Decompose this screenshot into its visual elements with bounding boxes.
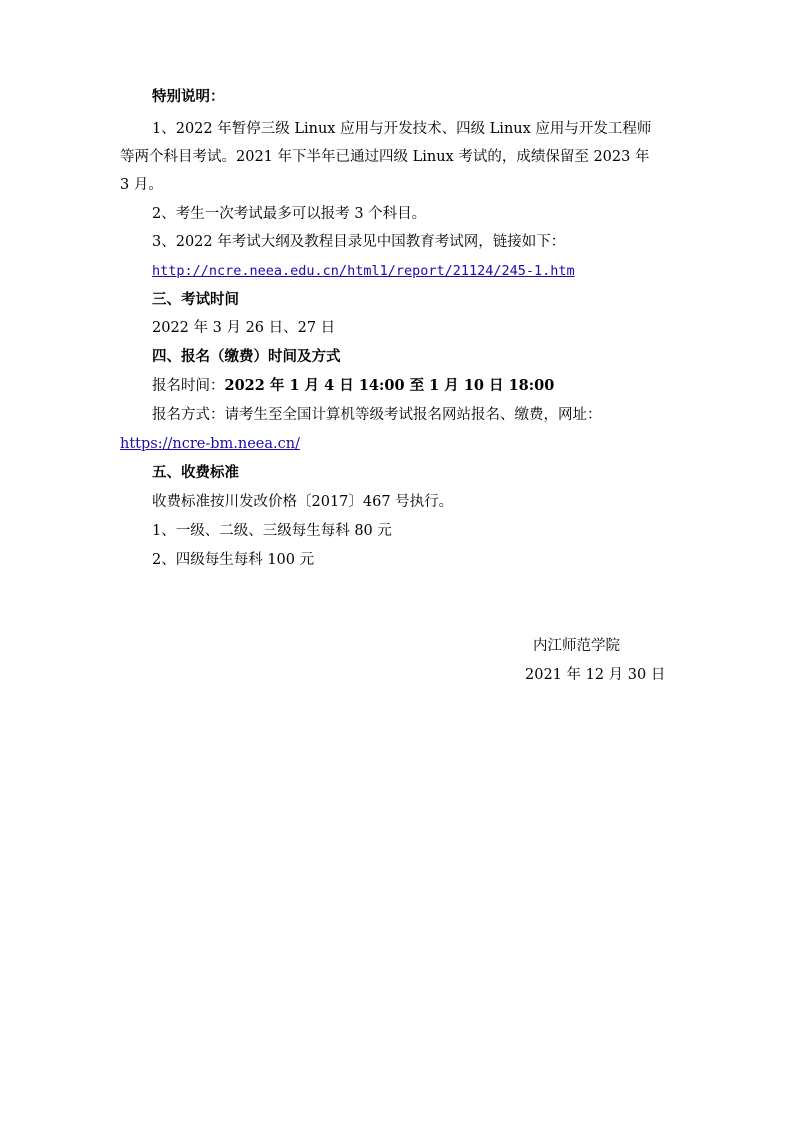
note-item-1-line-2: 等两个科目考试。2021 年下半年已通过四级 Linux 考试的，成绩保留至 2023 年: [120, 149, 650, 165]
registration-time-value: 2022 年 1 月 4 日 14:00 至 1 月 10 日 18:00: [224, 377, 555, 394]
signature-date: 2021 年 12 月 30 日: [525, 667, 666, 683]
fee-item-2: 2、四级每生每科 100 元: [152, 552, 315, 568]
signature-org: 内江师范学院: [533, 638, 620, 654]
note-item-2: 2、考生一次考试最多可以报考 3 个科目。: [152, 206, 427, 222]
syllabus-link[interactable]: http://ncre.neea.edu.cn/html1/report/21124/245-1.htm: [152, 263, 575, 279]
exam-date: 2022 年 3 月 26 日、27 日: [152, 320, 336, 336]
registration-time-label: 报名时间：: [152, 378, 225, 394]
note-item-1-line-1: 1、2022 年暂停三级 Linux 应用与开发技术、四级 Linux 应用与开发工程师: [152, 121, 652, 137]
section-4-heading: 四、报名（缴费）时间及方式: [152, 348, 341, 365]
fee-item-1: 1、一级、二级、三级每生每科 80 元: [152, 523, 392, 539]
fee-basis: 收费标准按川发改价格〔2017〕467 号执行。: [152, 494, 454, 510]
section-3-heading: 三、考试时间: [152, 291, 239, 308]
section-5-heading: 五、收费标准: [152, 464, 239, 481]
note-item-1-line-3: 3 月。: [120, 177, 163, 193]
registration-method: 报名方式：请考生至全国计算机等级考试报名网站报名、缴费，网址：: [152, 407, 602, 423]
registration-link[interactable]: https://ncre-bm.neea.cn/: [120, 436, 300, 452]
note-item-3: 3、2022 年考试大纲及教程目录见中国教育考试网，链接如下：: [152, 234, 566, 250]
notes-heading: 特别说明：: [152, 88, 225, 105]
registration-time: [152, 376, 554, 396]
